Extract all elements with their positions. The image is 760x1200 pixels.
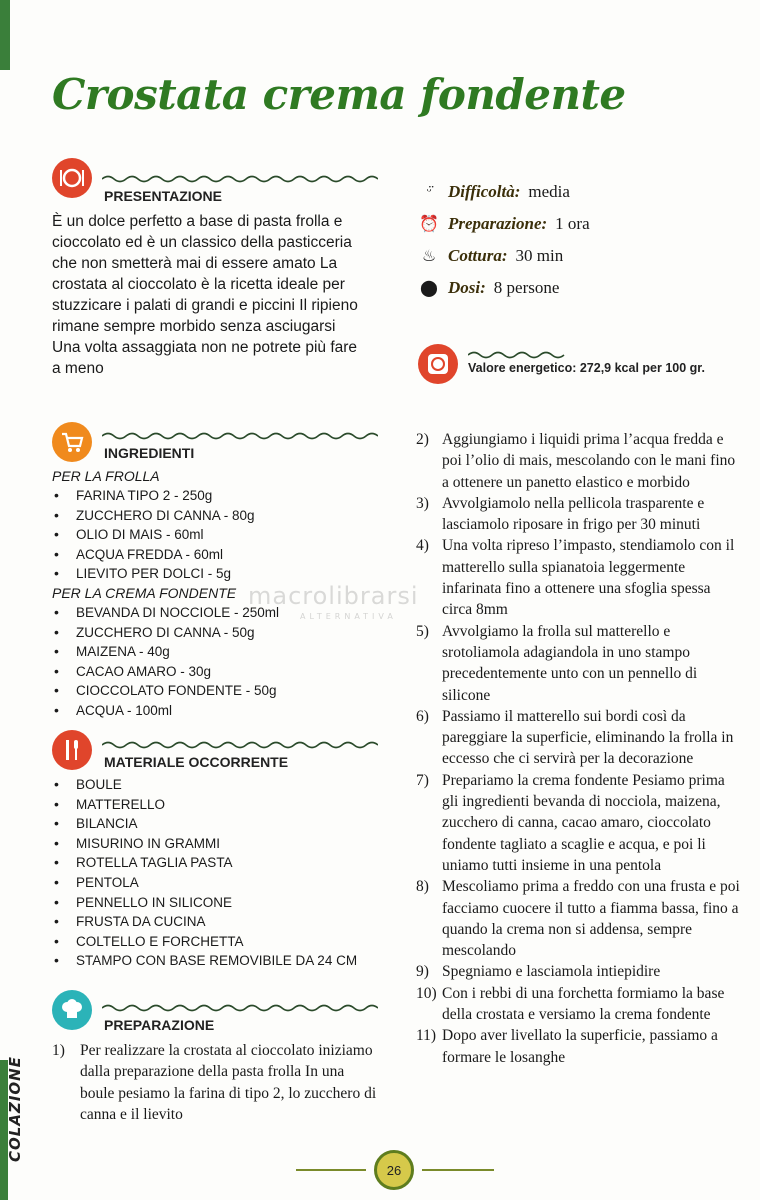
step-item [416, 429, 742, 493]
step-text: Spegniamo e lasciamola intiepidire [442, 963, 661, 981]
list-item: • MAIZENA - 40g [54, 642, 384, 662]
chef-hat-icon [52, 990, 92, 1030]
step-text: Una volta ripreso l’impasto, stendiamolo con il matterello sulla spianatoia leggermente infarinata fino a ottenere una sfoglia spessa circa 8mm [442, 537, 735, 619]
step-number: 7) [416, 771, 429, 789]
text-line: crostata al cioccolato è la ricetta ideale per [52, 276, 345, 293]
step-number: 8) [416, 878, 429, 896]
list-item: • CIOCCOLATO FONDENTE - 50g [54, 681, 384, 701]
green-edge-top [0, 0, 10, 70]
step-number: 6) [416, 707, 429, 725]
side-category-label: COLAZIONE [5, 1056, 24, 1162]
step-number: 9) [416, 963, 429, 981]
step-number: 4) [416, 537, 429, 555]
materiale-heading: MATERIALE OCCORRENTE [104, 754, 289, 770]
step-number: 10) [416, 984, 437, 1002]
preparazione-heading: PREPARAZIONE [104, 1017, 215, 1033]
text-line: stuzzicare i palati di grandi e piccini Il ripieno [52, 297, 358, 314]
list-item: • OLIO DI MAIS - 60ml [54, 525, 384, 545]
prep-time-row [418, 214, 590, 234]
step-item [416, 770, 742, 876]
materiale-list [54, 775, 384, 971]
list-item: • BEVANDA DI NOCCIOLE - 250ml [54, 603, 384, 623]
step-text: Avvolgiamo la frolla sul matterello e srotoliamola adagiandola in uno stampo precedentemente unto con un pennello di silicone [442, 622, 698, 704]
step-item [416, 961, 742, 982]
step-text: Per realizzare la crostata al cioccolato iniziamo dalla preparazione della pasta frolla In una boule pesiamo la farina di tipo 2, lo zucchero di canna e il lievito [80, 1042, 377, 1123]
step-item [416, 535, 742, 620]
ingredienti-heading: INGREDIENTI [104, 445, 195, 461]
text-line: Una volta assaggiata non ne potrete più fare [52, 339, 358, 356]
step-text: Prepariamo la crema fondente Pesiamo prima gli ingredienti bevanda di nocciola, maizena, zucchero di canna, cacao amaro, cioccolato fondente tagliato a scaglie e acqua, e poi li uniamo tutti insieme in una pentola [442, 771, 725, 874]
difficulty-value: media [528, 182, 570, 201]
text-line: cioccolato ed è un classico della pasticceria [52, 234, 352, 251]
prep-time-label: Preparazione: [448, 214, 548, 233]
presentazione-heading: PRESENTAZIONE [104, 188, 222, 204]
list-item: • PENNELLO IN SILICONE [54, 893, 384, 913]
step-item [416, 493, 742, 536]
list-item: • COLTELLO E FORCHETTA [54, 932, 384, 952]
cook-time-row [418, 246, 563, 266]
pot-icon: ♨ [421, 248, 437, 265]
watermark-subtitle: ALTERNATIVA [300, 612, 397, 621]
footer-line-left [296, 1169, 366, 1171]
presentazione-text [52, 211, 382, 379]
steps-left [52, 1040, 382, 1125]
step-text: Passiamo il matterello sui bordi così da pareggiare la superficie, eliminando la frolla in eccesso che ci servirà per la decorazione [442, 707, 734, 768]
shopping-cart-icon [52, 422, 92, 462]
step-number: 5) [416, 622, 429, 640]
list-item: • ACQUA FREDDA - 60ml [54, 545, 384, 565]
list-item: • LIEVITO PER DOLCI - 5g [54, 564, 384, 584]
list-item: • PENTOLA [54, 873, 384, 893]
section-divider-wave [102, 740, 378, 750]
step-item [416, 983, 742, 1026]
recipe-title: Crostata crema fondente [52, 70, 626, 119]
face-icon: ᵕ̈ [426, 183, 432, 200]
scale-icon [418, 344, 458, 384]
alarm-clock-icon: ⏰ [419, 216, 439, 233]
section-divider-wave [102, 431, 378, 441]
list-item: • STAMPO CON BASE REMOVIBILE DA 24 CM [54, 951, 384, 971]
footer-line-right [422, 1169, 494, 1171]
step-number: 1) [52, 1042, 65, 1059]
list-item: • ROTELLA TAGLIA PASTA [54, 853, 384, 873]
section-divider-wave [102, 1003, 378, 1013]
step-number: 11) [416, 1027, 437, 1045]
section-divider-wave [102, 174, 378, 184]
step-item [52, 1040, 382, 1125]
servings-label: Dosi: [448, 278, 486, 297]
steps-right [416, 429, 742, 1068]
step-text: Con i rebbi di una forchetta formiamo la base della crostata e versiamo la crema fondente [442, 984, 725, 1024]
text-line: È un dolce perfetto a base di pasta frolla e [52, 213, 343, 230]
difficulty-label: Difficoltà: [448, 182, 521, 201]
watermark: macrolibrarsi [248, 582, 419, 610]
drop-icon: ⬤ [420, 280, 438, 297]
page-number: 26 [374, 1150, 414, 1190]
plate-cutlery-icon [52, 158, 92, 198]
cook-time-label: Cottura: [448, 246, 508, 265]
step-text: Mescoliamo prima a freddo con una frusta e poi facciamo cuocere il tutto a fiamma bassa, fino a quando la crema non si addensa, sempre mescolando [442, 878, 740, 960]
energy-divider-wave [468, 350, 568, 360]
frolla-list [54, 486, 384, 584]
list-item: • CACAO AMARO - 30g [54, 662, 384, 682]
text-line: che non smetterà mai di essere amato La [52, 255, 338, 272]
step-number: 2) [416, 431, 429, 448]
step-item [416, 621, 742, 706]
step-item [416, 876, 742, 961]
crema-subheading: PER LA CREMA FONDENTE [52, 585, 237, 601]
text-line: rimane sempre morbido senza asciugarsi [52, 318, 336, 335]
step-text: Dopo aver livellato la superficie, passiamo a formare le losanghe [442, 1027, 718, 1066]
list-item: • BOULE [54, 775, 384, 795]
servings-value: 8 persone [493, 278, 560, 297]
step-text: Aggiungiamo i liquidi prima l’acqua fredda e poi l’olio di mais, mescolando con le mani fino a ottenere un panetto elastico e morbido [442, 431, 736, 491]
list-item: • ACQUA - 100ml [54, 701, 384, 721]
step-item [416, 706, 742, 770]
servings-row [418, 278, 559, 298]
step-text: Avvolgiamolo nella pellicola trasparente e lasciamolo riposare in frigo per 30 minuti [442, 494, 705, 534]
step-item [416, 1025, 742, 1068]
list-item: • FARINA TIPO 2 - 250g [54, 486, 384, 506]
prep-time-value: 1 ora [555, 214, 590, 233]
list-item: • FRUSTA DA CUCINA [54, 912, 384, 932]
difficulty-row [418, 182, 570, 202]
frolla-subheading: PER LA FROLLA [52, 468, 160, 484]
list-item: • ZUCCHERO DI CANNA - 50g [54, 623, 384, 643]
list-item: • BILANCIA [54, 814, 384, 834]
list-item: • MISURINO IN GRAMMI [54, 834, 384, 854]
kitchen-tools-icon [52, 730, 92, 770]
cook-time-value: 30 min [515, 246, 564, 265]
list-item: • MATTERELLO [54, 795, 384, 815]
step-number: 3) [416, 494, 429, 512]
list-item: • ZUCCHERO DI CANNA - 80g [54, 506, 384, 526]
energy-value: Valore energetico: 272,9 kcal per 100 gr. [468, 361, 705, 375]
text-line: a meno [52, 360, 104, 377]
